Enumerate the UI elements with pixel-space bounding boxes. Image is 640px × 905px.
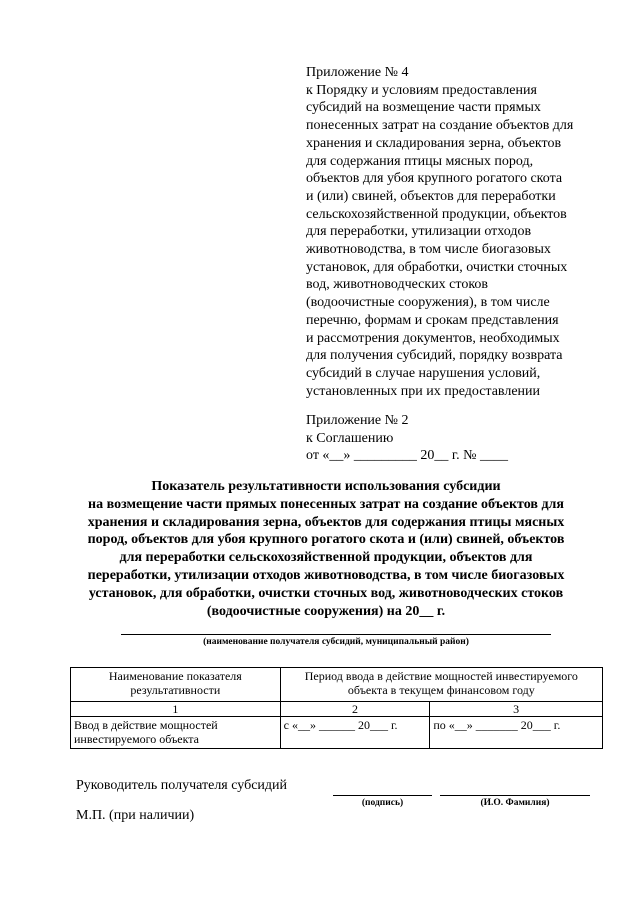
signature-line (333, 795, 432, 796)
annex-header-line: к Порядку и условиям предоставления (306, 82, 537, 98)
header-commissioning-period: Период ввода в действие мощностей инвестируемого объекта в текущем финансовом году (280, 668, 602, 702)
title-line: переработки, утилизации отходов животноводства, в том числе биогазовых (87, 567, 565, 583)
title-line: для переработки сельскохозяйственной продукции, объектов для (119, 550, 533, 566)
period-from-cell: с «__» ______ 20___ г. (280, 717, 430, 749)
agreement-header (306, 412, 606, 465)
annex-header-line: и рассмотрения документов, необходимых (306, 330, 560, 346)
title-line: пород, объектов для убоя крупного рогатого скота и (или) свиней, объектов (87, 532, 565, 548)
annex-header-line: для содержания птицы мясных пород, (306, 153, 534, 169)
full-name-caption: (И.О. Фамилия) (480, 798, 550, 808)
period-to-cell: по «__» _______ 20___ г. (430, 717, 603, 749)
column-number: 3 (430, 702, 603, 717)
document-title (60, 478, 592, 620)
title-line: (водоочистные сооружения) на 20__ г. (206, 603, 446, 619)
column-number: 1 (71, 702, 281, 717)
annex-header-line: субсидий в случае нарушения условий, (306, 365, 541, 381)
annex-header-line: сельскохозяйственной продукции, объектов (306, 206, 567, 222)
column-number: 2 (280, 702, 430, 717)
annex-header-line: для переработки, утилизации отходов (306, 224, 532, 240)
annex-header-line: установок, для обработки, очистки сточных (306, 259, 568, 275)
indicator-name-cell: Ввод в действие мощностей инвестируемого объекта (71, 717, 281, 749)
title-line: на возмещение части прямых понесенных затрат на создание объектов для (88, 496, 564, 512)
table-header-row (71, 668, 603, 702)
annex-header-line: Приложение № 4 (306, 65, 409, 80)
title-line: хранения и складирования зерна, объектов для содержания птицы мясных (87, 514, 565, 530)
stamp-label: М.П. (при наличии) (76, 808, 195, 823)
title-line: установок, для обработки, очистки сточных вод, животноводческих стоков (88, 585, 564, 601)
annex-header-line: и (или) свиней, объектов для переработки (306, 188, 556, 204)
table-column-numbers-row (71, 702, 603, 717)
annex-header-line: перечню, формам и срокам представления (306, 312, 559, 328)
annex-header-line: хранения и складирования зерна, объектов (306, 135, 562, 151)
annex-header-line: объектов для убоя крупного рогатого скота (306, 171, 563, 187)
full-name-line (440, 795, 590, 796)
annex-header-line: установленных при их предоставлении (306, 383, 541, 399)
header-indicator-name: Наименование показателя результативности (71, 668, 281, 702)
annex-header-line: для получения субсидий, порядку возврата (306, 348, 563, 364)
table-row (71, 717, 603, 749)
annex-header-line: (водоочистные сооружения), в том числе (306, 295, 550, 311)
agreement-header-line: от «__» _________ 20__ г. № ____ (306, 448, 508, 464)
signer-label: Руководитель получателя субсидий (76, 778, 288, 793)
annex-header-line: животноводства, в том числе биогазовых (306, 242, 551, 258)
annex-header-line: вод, животноводческих стоков (306, 277, 489, 293)
indicators-table (70, 667, 603, 749)
recipient-caption: (наименование получателя субсидий, муниципальный район) (203, 637, 469, 647)
signature-caption: (подпись) (361, 798, 404, 808)
agreement-header-line: к Соглашению (306, 430, 394, 446)
annex-header-line: субсидий на возмещение части прямых (306, 100, 541, 116)
agreement-header-line: Приложение № 2 (306, 413, 409, 428)
recipient-name-line (121, 634, 551, 635)
title-line: Показатель результативности использования субсидии (151, 479, 501, 494)
annex-header (306, 64, 606, 400)
annex-header-line: понесенных затрат на создание объектов для (306, 118, 574, 134)
